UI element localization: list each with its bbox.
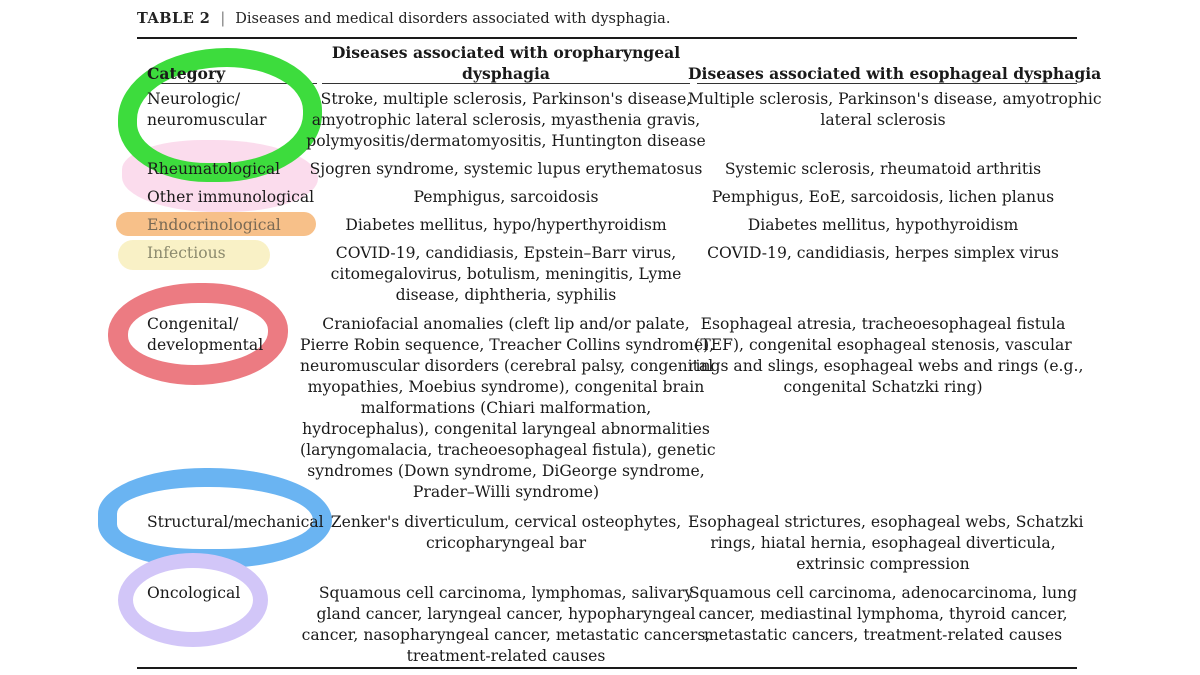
oropharyngeal-cell: citomegalovirus, botulism, meningitis, Lyme	[330, 265, 682, 283]
esophageal-cell: rings, hiatal hernia, esophageal diverticula,	[710, 534, 1056, 552]
category-cell: Rheumatological	[147, 160, 281, 178]
oropharyngeal-cell: Diabetes mellitus, hypo/hyperthyroidism	[345, 216, 667, 234]
oropharyngeal-cell: polymyositis/dermatomyositis, Huntington disease	[306, 132, 706, 150]
table-caption	[137, 10, 670, 27]
caption-separator: |	[220, 11, 226, 27]
oropharyngeal-cell: malformations (Chiari malformation,	[360, 399, 652, 417]
category-cell: Other immunological	[147, 188, 315, 206]
category-cell: Congenital/	[147, 315, 239, 333]
category-cell: neuromuscular	[147, 111, 267, 129]
oropharyngeal-cell: myopathies, Moebius syndrome), congenital brain	[307, 378, 705, 396]
oropharyngeal-cell: amyotrophic lateral sclerosis, myasthenia gravis,	[311, 111, 701, 129]
oropharyngeal-cell: Zenker's diverticulum, cervical osteophytes,	[330, 513, 682, 531]
header-category: Category	[147, 64, 226, 83]
esophageal-cell: rings and slings, esophageal webs and rings (e.g.,	[688, 357, 1084, 375]
esophageal-cell: cancer, mediastinal lymphoma, thyroid cancer,	[698, 605, 1068, 623]
oropharyngeal-cell: cancer, nasopharyngeal cancer, metastatic cancers,	[301, 626, 711, 644]
table-label: TABLE 2	[137, 10, 211, 27]
esophageal-cell: Pemphigus, EoE, sarcoidosis, lichen planus	[711, 188, 1055, 206]
table-bottom-rule	[137, 667, 1077, 669]
category-cell: Infectious	[147, 244, 226, 262]
category-cell: Neurologic/	[147, 90, 241, 108]
oropharyngeal-cell: Squamous cell carcinoma, lymphomas, salivary	[318, 584, 694, 602]
oropharyngeal-cell: cricopharyngeal bar	[425, 534, 587, 552]
esophageal-cell: Squamous cell carcinoma, adenocarcinoma, lung	[688, 584, 1078, 602]
oropharyngeal-cell: disease, diphtheria, syphilis	[395, 286, 617, 304]
oropharyngeal-cell: COVID-19, candidiasis, Epstein–Barr virus,	[335, 244, 677, 262]
header-oropharyngeal-line2: dysphagia	[461, 64, 551, 83]
oropharyngeal-cell: hydrocephalus), congenital laryngeal abnormalities	[302, 420, 710, 438]
esophageal-cell: COVID-19, candidiasis, herpes simplex virus	[707, 244, 1059, 262]
esophageal-cell: congenital Schatzki ring)	[783, 378, 983, 396]
oropharyngeal-cell: syndromes (Down syndrome, DiGeorge syndrome,	[307, 462, 705, 480]
esophageal-cell: extrinsic compression	[796, 555, 970, 573]
category-cell: Endocrinological	[147, 216, 281, 234]
header-oropharyngeal-line1: Diseases associated with oropharyngeal	[331, 43, 681, 62]
esophageal-cell: metastatic cancers, treatment-related causes	[703, 626, 1063, 644]
oropharyngeal-cell: Stroke, multiple sclerosis, Parkinson's disease,	[320, 90, 692, 108]
esophageal-cell: Esophageal atresia, tracheoesophageal fistula	[700, 315, 1066, 333]
esophageal-cell: Esophageal strictures, esophageal webs, Schatzki	[688, 513, 1084, 531]
oropharyngeal-cell: Pierre Robin sequence, Treacher Collins syndrome),	[300, 336, 715, 354]
table-top-rule	[137, 37, 1077, 39]
esophageal-cell: lateral sclerosis	[820, 111, 946, 129]
esophageal-cell: Diabetes mellitus, hypothyroidism	[747, 216, 1019, 234]
oropharyngeal-cell: (laryngomalacia, tracheoesophageal fistula), genetic	[300, 441, 716, 459]
oropharyngeal-cell: neuromuscular disorders (cerebral palsy, congenital	[300, 357, 714, 375]
oropharyngeal-cell: Pemphigus, sarcoidosis	[413, 188, 599, 206]
category-cell: Structural/mechanical	[147, 513, 324, 531]
oropharyngeal-cell: gland cancer, laryngeal cancer, hypopharyngeal	[316, 605, 696, 623]
caption-text: Diseases and medical disorders associated with dysphagia.	[235, 11, 671, 27]
oropharyngeal-cell: Sjogren syndrome, systemic lupus erythematosus	[309, 160, 703, 178]
category-cell: Oncological	[147, 584, 241, 602]
esophageal-cell: (TEF), congenital esophageal stenosis, vascular	[694, 336, 1072, 354]
oropharyngeal-cell: Craniofacial anomalies (cleft lip and/or palate,	[322, 315, 690, 333]
category-cell: developmental	[147, 336, 264, 354]
esophageal-cell: Systemic sclerosis, rheumatoid arthritis	[724, 160, 1042, 178]
oropharyngeal-cell: treatment-related causes	[406, 647, 606, 665]
esophageal-cell: Multiple sclerosis, Parkinson's disease, amyotrophic	[688, 90, 1102, 108]
oropharyngeal-cell: Prader–Willi syndrome)	[412, 483, 600, 501]
header-esophageal: Diseases associated with esophageal dysphagia	[688, 64, 1102, 83]
